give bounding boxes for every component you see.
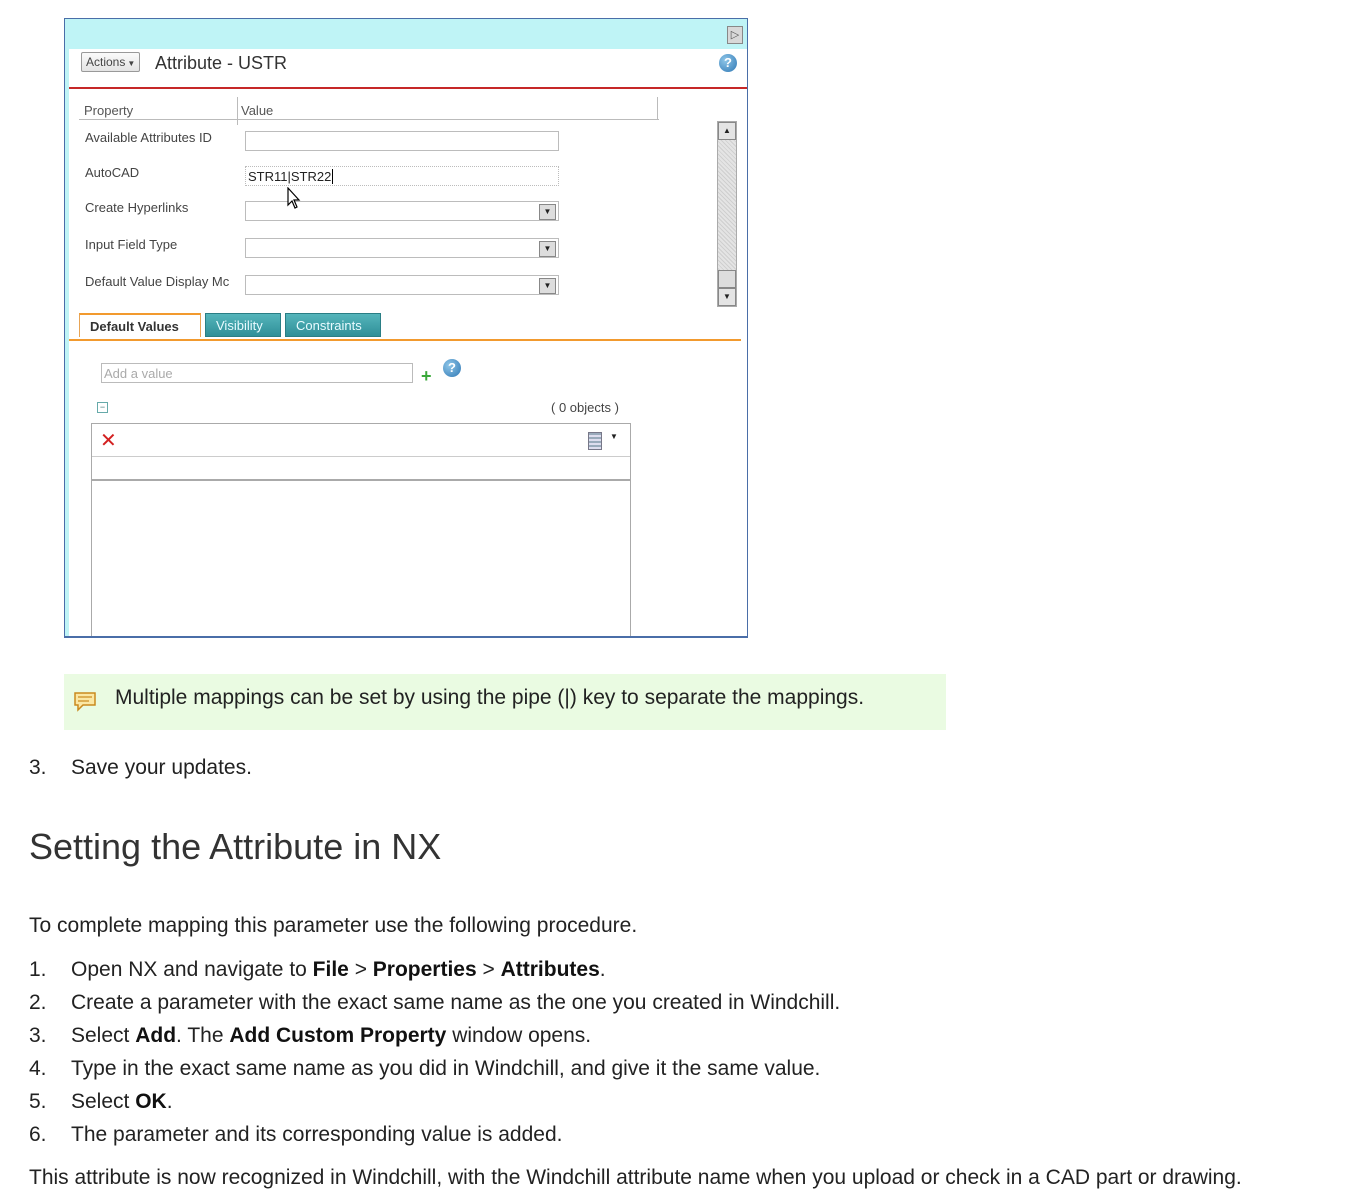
step-text-part: Select xyxy=(71,1024,136,1047)
step-text-part: . xyxy=(166,1090,173,1113)
section-heading: Setting the Attribute in NX xyxy=(29,826,442,867)
add-value-plus-icon[interactable]: + xyxy=(421,366,432,386)
scrollbar-thumb[interactable] xyxy=(718,270,736,288)
step-text xyxy=(71,958,606,982)
step-text-part: . xyxy=(599,958,606,981)
calculator-icon[interactable] xyxy=(588,432,602,450)
table-toolbar xyxy=(92,424,630,457)
object-count: ( 0 objects ) xyxy=(551,400,619,415)
step-text: Create a parameter with the exact same name as the one you created in Windchill. xyxy=(71,991,841,1014)
header-divider xyxy=(657,97,658,119)
tab-visibility[interactable]: Visibility xyxy=(205,313,281,337)
comment-note-icon xyxy=(73,691,97,713)
panel-title-bar xyxy=(69,49,747,89)
step-number: 5. xyxy=(29,1090,47,1113)
property-label: Default Value Display Mc xyxy=(85,274,230,289)
chevron-down-icon: ▼ xyxy=(127,59,136,68)
step-text: Type in the exact same name as you did in Windchill, and give it the same value. xyxy=(71,1057,821,1080)
page-title: Attribute - USTR xyxy=(155,53,288,73)
autocad-value: STR11|STR22 xyxy=(248,169,332,184)
step-number: 4. xyxy=(29,1057,47,1080)
step-number: 2. xyxy=(29,991,47,1014)
step-text-part: Open NX and navigate to xyxy=(71,958,313,981)
step-number: 6. xyxy=(29,1123,47,1146)
property-label: Input Field Type xyxy=(85,237,178,252)
actions-label: Actions xyxy=(86,55,126,69)
chevron-down-icon[interactable]: ▼ xyxy=(539,204,556,220)
tab-constraints[interactable]: Constraints xyxy=(285,313,381,337)
menu-properties: Properties xyxy=(372,958,477,981)
default-value-display-select[interactable] xyxy=(245,275,559,295)
chevron-down-icon[interactable]: ▼ xyxy=(610,432,618,441)
chevron-down-icon[interactable]: ▼ xyxy=(539,278,556,294)
step-text: Save your updates. xyxy=(71,756,252,779)
property-table-header xyxy=(79,97,659,120)
table-header-row xyxy=(92,457,630,481)
mouse-cursor-icon xyxy=(287,187,303,211)
available-attributes-id-input[interactable] xyxy=(245,131,559,151)
tab-default-values[interactable]: Default Values xyxy=(79,313,201,337)
note-text: Multiple mappings can be set by using the pipe (|) key to separate the mappings. xyxy=(115,686,865,709)
panel-left-edge xyxy=(65,49,69,638)
scroll-down-icon[interactable]: ▼ xyxy=(718,288,736,306)
attribute-panel-screenshot xyxy=(64,18,748,638)
note-callout xyxy=(64,674,946,730)
property-scrollbar[interactable] xyxy=(717,121,737,307)
panel-top-band xyxy=(65,19,747,49)
step-separator: > xyxy=(348,958,373,981)
section-intro: To complete mapping this parameter use the following procedure. xyxy=(29,914,638,937)
default-values-table xyxy=(91,423,631,638)
actions-menu-button[interactable] xyxy=(81,52,140,72)
input-field-type-select[interactable] xyxy=(245,238,559,258)
add-value-input[interactable]: Add a value xyxy=(101,363,413,383)
scroll-up-icon[interactable]: ▲ xyxy=(718,122,736,140)
collapse-table-icon[interactable]: − xyxy=(97,402,108,413)
tab-strip xyxy=(69,311,741,341)
closing-paragraph: This attribute is now recognized in Windchill, with the Windchill attribute name when you upload or check in a CAD part or drawing. xyxy=(29,1166,1242,1189)
autocad-input[interactable] xyxy=(245,166,559,186)
collapse-panel-icon[interactable]: ▷ xyxy=(727,26,743,44)
delete-icon[interactable]: ✕ xyxy=(100,430,117,452)
add-custom-property-window: Add Custom Property xyxy=(229,1024,447,1047)
step-text: The parameter and its corresponding value is added. xyxy=(71,1123,563,1146)
property-label: AutoCAD xyxy=(85,165,140,180)
step-text-part: Select xyxy=(71,1090,136,1113)
add-command: Add xyxy=(135,1024,177,1047)
property-label: Available Attributes ID xyxy=(85,130,212,145)
step-text xyxy=(71,1024,591,1048)
step-text xyxy=(71,1090,173,1114)
header-property: Property xyxy=(84,103,134,118)
ok-command: OK xyxy=(135,1090,167,1113)
menu-file: File xyxy=(312,958,349,981)
step-text-part: window opens. xyxy=(446,1024,592,1047)
help-icon[interactable]: ? xyxy=(443,359,461,377)
step-number: 3. xyxy=(29,1024,47,1047)
step-separator: > xyxy=(476,958,501,981)
step-number: 1. xyxy=(29,958,47,981)
header-value: Value xyxy=(237,97,273,125)
step-text-part: . The xyxy=(176,1024,230,1047)
help-icon[interactable]: ? xyxy=(719,54,737,72)
step-number: 3. xyxy=(29,756,47,779)
property-label: Create Hyperlinks xyxy=(85,200,189,215)
chevron-down-icon[interactable]: ▼ xyxy=(539,241,556,257)
menu-attributes: Attributes xyxy=(500,958,600,981)
